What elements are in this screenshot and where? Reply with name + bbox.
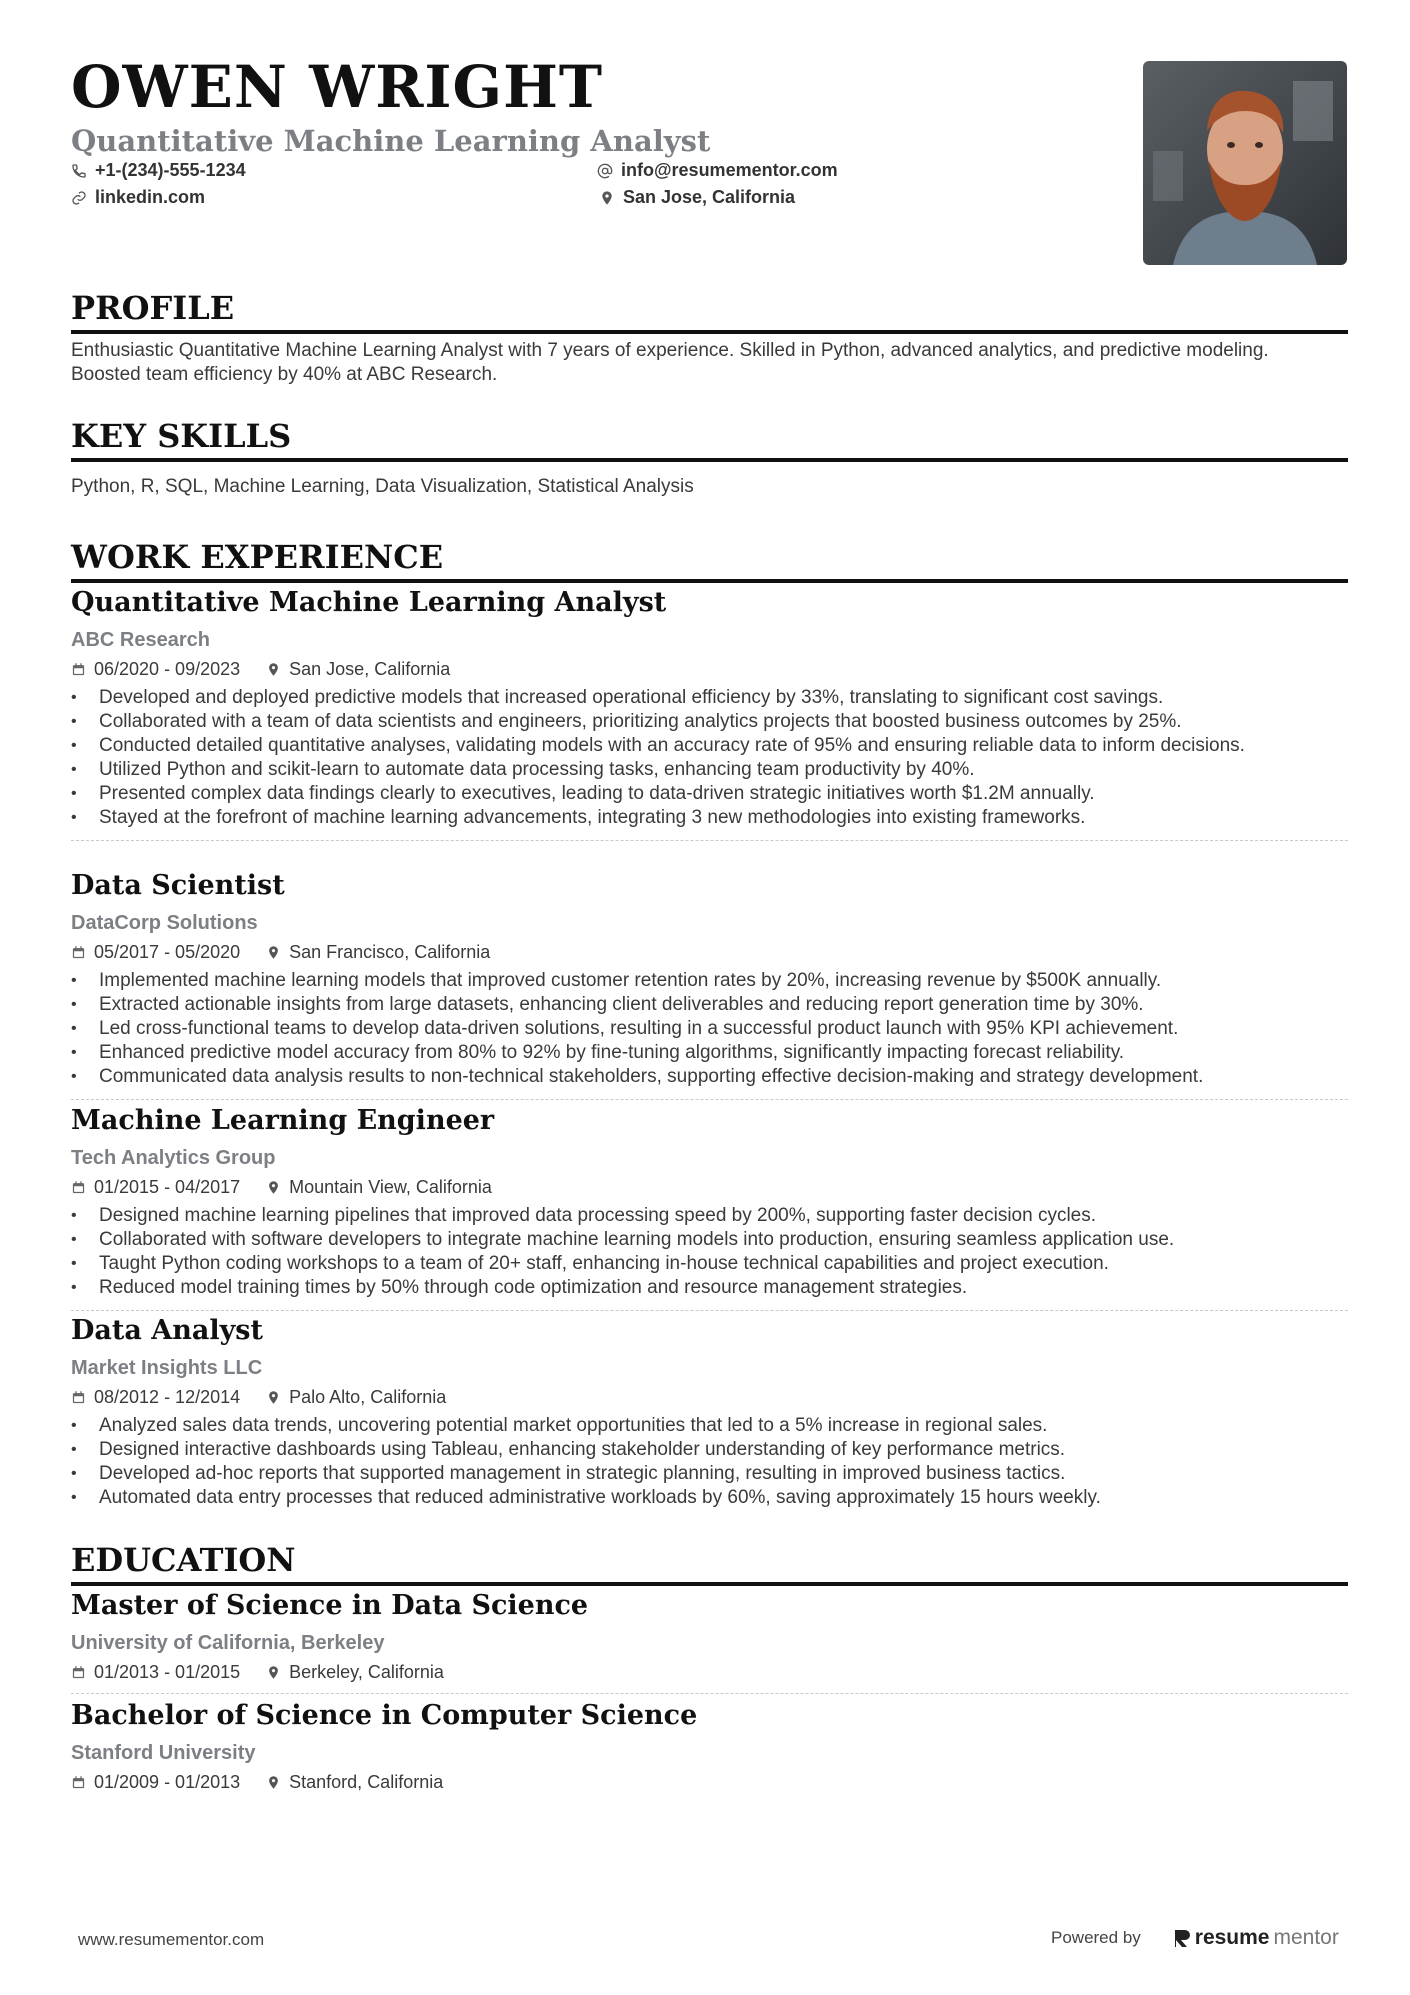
education-location-text: Stanford, California xyxy=(289,1772,444,1793)
bullet-item: • Collaborated with software developers to integrate machine learning models into production, ensuring seamless application use. xyxy=(71,1228,1348,1252)
phone-icon xyxy=(71,163,87,179)
bullet-item: • Presented complex data findings clearly to executives, leading to data-driven strategic initiatives worth $1.2M annually. xyxy=(71,782,1348,806)
education-location xyxy=(266,1772,443,1793)
candidate-name: OWEN WRIGHT xyxy=(71,53,604,121)
calendar-icon xyxy=(71,1390,86,1405)
degree-title: Bachelor of Science in Computer Science xyxy=(71,1700,698,1731)
job-dates: 08/2012 - 12/2014 xyxy=(94,1387,241,1408)
company-name: Tech Analytics Group xyxy=(71,1147,276,1170)
footer-website[interactable]: www.resumementor.com xyxy=(78,1930,265,1949)
at-icon xyxy=(597,163,613,179)
job-location xyxy=(266,1387,446,1408)
divider xyxy=(71,1310,1348,1311)
email-text[interactable]: info@resumementor.com xyxy=(621,160,838,180)
location-contact xyxy=(599,187,795,208)
job-title: Quantitative Machine Learning Analyst xyxy=(71,587,667,618)
job-location xyxy=(266,942,490,963)
powered-by-label: Powered by xyxy=(1051,1928,1141,1947)
job-entry xyxy=(71,870,1348,1100)
bullet-item: • Utilized Python and scikit-learn to automate data processing tasks, enhancing team productivity by 40%. xyxy=(71,758,1348,782)
education-entry xyxy=(71,1700,1348,1793)
skills-list: Python, R, SQL, Machine Learning, Data Visualization, Statistical Analysis xyxy=(71,476,694,497)
phone-text: +1-(234)-555-1234 xyxy=(95,160,246,180)
job-location xyxy=(266,1177,492,1198)
bullet-item: • Extracted actionable insights from large datasets, enhancing client deliverables and reducing report generation time by 30%. xyxy=(71,993,1348,1017)
job-location-text: Mountain View, California xyxy=(289,1177,492,1198)
job-meta xyxy=(71,942,1348,963)
job-entry xyxy=(71,587,1348,841)
divider xyxy=(71,1693,1348,1694)
skills-heading: KEY SKILLS xyxy=(71,420,1348,462)
job-title: Machine Learning Engineer xyxy=(71,1105,495,1136)
job-title: Data Scientist xyxy=(71,870,285,901)
map-pin-icon xyxy=(266,1775,281,1790)
map-pin-icon xyxy=(266,945,281,960)
job-bullets xyxy=(71,1204,1348,1300)
bullet-item: • Collaborated with a team of data scientists and engineers, prioritizing analytics projects that boosted business outcomes by 25%. xyxy=(71,710,1348,734)
map-pin-icon xyxy=(266,1180,281,1195)
brand-name-light: mentor xyxy=(1273,1926,1339,1949)
job-meta xyxy=(71,659,1348,680)
bullet-item: • Taught Python coding workshops to a team of 20+ staff, enhancing in-house technical capabilities and project execution. xyxy=(71,1252,1348,1276)
job-title: Data Analyst xyxy=(71,1315,263,1346)
candidate-title: Quantitative Machine Learning Analyst xyxy=(71,124,711,158)
job-bullets xyxy=(71,969,1348,1089)
map-pin-icon xyxy=(599,190,615,206)
job-location-text: San Jose, California xyxy=(289,659,451,680)
job-location-text: San Francisco, California xyxy=(289,942,491,963)
job-entry xyxy=(71,1105,1348,1311)
education-location-text: Berkeley, California xyxy=(289,1662,444,1683)
experience-heading: WORK EXPERIENCE xyxy=(71,541,1348,583)
divider xyxy=(71,1099,1348,1100)
bullet-item: • Implemented machine learning models that improved customer retention rates by 20%, increasing revenue by $500K annually. xyxy=(71,969,1348,993)
map-pin-icon xyxy=(266,1665,281,1680)
job-entry xyxy=(71,1315,1348,1510)
education-location xyxy=(266,1662,444,1683)
job-bullets xyxy=(71,686,1348,830)
school-name: Stanford University xyxy=(71,1742,256,1765)
brand-name-bold: resume xyxy=(1194,1926,1270,1949)
phone-contact xyxy=(71,160,246,181)
profile-heading: PROFILE xyxy=(71,292,1348,334)
job-location-text: Palo Alto, California xyxy=(289,1387,447,1408)
bullet-item: • Enhanced predictive model accuracy from 80% to 92% by fine-tuning algorithms, significantly impacting forecast reliability. xyxy=(71,1041,1348,1065)
divider xyxy=(71,840,1348,841)
profile-photo xyxy=(1143,61,1347,265)
job-dates: 05/2017 - 05/2020 xyxy=(94,942,241,963)
bullet-item: • Stayed at the forefront of machine learning advancements, integrating 3 new methodologies into existing frameworks. xyxy=(71,806,1348,830)
calendar-icon xyxy=(71,1180,86,1195)
calendar-icon xyxy=(71,1665,86,1680)
bullet-item: • Automated data entry processes that reduced administrative workloads by 60%, saving approximately 15 hours weekly. xyxy=(71,1486,1348,1510)
degree-title: Master of Science in Data Science xyxy=(71,1590,589,1621)
map-pin-icon xyxy=(266,662,281,677)
bullet-item: • Developed ad-hoc reports that supported management in strategic planning, resulting in improved business tactics. xyxy=(71,1462,1348,1486)
map-pin-icon xyxy=(266,1390,281,1405)
education-heading: EDUCATION xyxy=(71,1544,1348,1586)
bullet-item: • Designed machine learning pipelines that improved data processing speed by 200%, supporting faster decision cycles. xyxy=(71,1204,1348,1228)
calendar-icon xyxy=(71,662,86,677)
calendar-icon xyxy=(71,1775,86,1790)
bullet-item: • Conducted detailed quantitative analyses, validating models with an accuracy rate of 95% and ensuring reliable data to inform decisions. xyxy=(71,734,1348,758)
education-meta xyxy=(71,1662,1348,1683)
education-dates: 01/2009 - 01/2013 xyxy=(94,1772,241,1793)
bullet-item: • Designed interactive dashboards using Tableau, enhancing stakeholder understanding of key performance metrics. xyxy=(71,1438,1348,1462)
bullet-item: • Developed and deployed predictive models that increased operational efficiency by 33%, translating to significant cost savings. xyxy=(71,686,1348,710)
link-icon xyxy=(71,190,87,206)
education-entry xyxy=(71,1590,1348,1694)
resumementor-logo-icon xyxy=(1173,1928,1191,1948)
profile-summary: Enthusiastic Quantitative Machine Learning Analyst with 7 years of experience. Skilled in Python, advanced analytics, and predictive modeling. Boosted team efficiency by 40% at ABC Research. xyxy=(71,340,1269,385)
job-bullets xyxy=(71,1414,1348,1510)
brand-logo[interactable] xyxy=(1173,1926,1339,1950)
footer-powered-by xyxy=(1051,1926,1339,1950)
bullet-item: • Communicated data analysis results to non-technical stakeholders, supporting effective decision-making and strategy development. xyxy=(71,1065,1348,1089)
linkedin-text[interactable]: linkedin.com xyxy=(95,187,206,207)
linkedin-contact xyxy=(71,187,205,208)
bullet-item: • Led cross-functional teams to develop data-driven solutions, resulting in a successful product launch with 95% KPI achievement. xyxy=(71,1017,1348,1041)
company-name: DataCorp Solutions xyxy=(71,912,258,935)
location-text: San Jose, California xyxy=(623,187,796,207)
job-dates: 01/2015 - 04/2017 xyxy=(94,1177,241,1198)
bullet-item: • Reduced model training times by 50% through code optimization and resource management strategies. xyxy=(71,1276,1348,1300)
education-meta xyxy=(71,1772,1348,1793)
school-name: University of California, Berkeley xyxy=(71,1632,385,1655)
job-location xyxy=(266,659,450,680)
job-meta xyxy=(71,1177,1348,1198)
job-dates: 06/2020 - 09/2023 xyxy=(94,659,241,680)
company-name: Market Insights LLC xyxy=(71,1357,263,1380)
education-dates: 01/2013 - 01/2015 xyxy=(94,1662,241,1683)
email-contact xyxy=(597,160,838,181)
calendar-icon xyxy=(71,945,86,960)
bullet-item: • Analyzed sales data trends, uncovering potential market opportunities that led to a 5% increase in regional sales. xyxy=(71,1414,1348,1438)
company-name: ABC Research xyxy=(71,629,210,652)
job-meta xyxy=(71,1387,1348,1408)
